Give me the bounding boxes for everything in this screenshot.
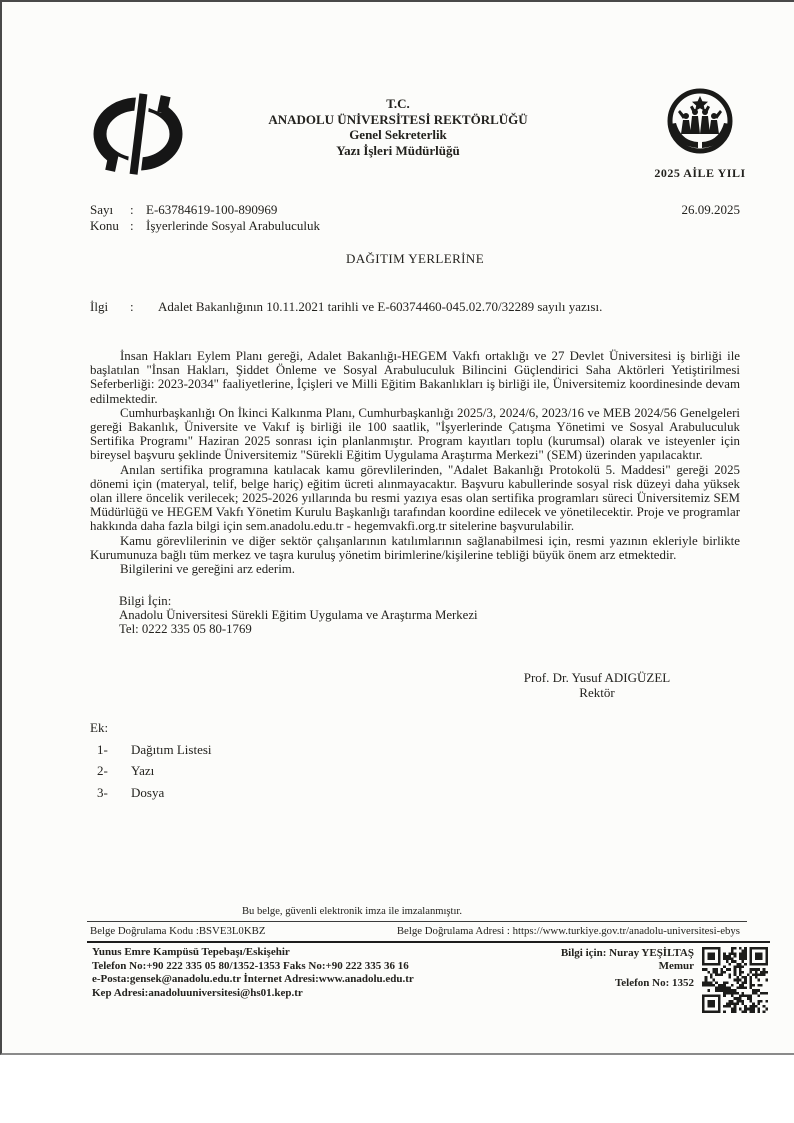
family-year-emblem-icon bbox=[650, 86, 750, 160]
verification-code: Belge Doğrulama Kodu :BSVE3L0KBZ bbox=[90, 925, 266, 937]
footer-address-line: e-Posta:gensek@anadolu.edu.tr İnternet Adresi:www.anadolu.edu.tr bbox=[92, 973, 414, 985]
reference-text: Adalet Bakanlığının 10.11.2021 tarihli ve E-60374460-045.02.70/32289 sayılı yazısı. bbox=[158, 299, 603, 314]
signer-title: Rektör bbox=[579, 685, 615, 700]
info-for-title: Bilgi İçin: bbox=[119, 594, 172, 608]
footer-address-block bbox=[92, 946, 414, 1000]
footer-contact-title: Memur bbox=[658, 960, 694, 972]
letterhead-office: Yazı İşleri Müdürlüğü bbox=[336, 142, 460, 158]
qr-code bbox=[702, 947, 768, 1013]
attachment-number: 3- bbox=[97, 784, 108, 800]
document-meta bbox=[90, 202, 740, 234]
qr-code-graphic bbox=[702, 947, 768, 1013]
konu-label: Konu bbox=[90, 218, 119, 233]
body-paragraph: Anılan sertifika programına katılacak kamu görevlilerinden, "Adalet Bakanlığı Protokolü 5. Maddesi" gereği 2025 dönemi için (materyal, telif, belge hariç) eğitim ücreti alınmayacaktır. Başvuru kabullerinde sosyal risk düzeyi daha yüksek olan illere öncelik verilecek; 2025-2026 yıllarında bu resmi yazıya esas olan sertifika programları süreci Üniversitemiz SEM Müdürlüğü ve HEGEM Vakfı Yönetim Kurulu Başkanlığı tarafından koordine edilecek ve yönetilecektir. Proje ve programlar hakkında daha fazla bilgi için sem.anadolu.edu.tr - hegemvakfi.org.tr sitelerine başvurulabilir. bbox=[90, 462, 740, 534]
sayi-label: Sayı bbox=[90, 202, 114, 217]
letterhead-org: ANADOLU ÜNİVERSİTESİ REKTÖRLÜĞÜ bbox=[268, 111, 528, 127]
body-paragraph: İnsan Hakları Eylem Planı gereği, Adalet Bakanlığı-HEGEM Vakfı ortaklığı ve 27 Devlet Üniversitesi iş birliği ile başlatılan "İnsan Hakları, Şiddet Önleme ve Sosyal Arabuluculuk Bilincini Güçlendirici Saha Aktörleri Yetiştirilmesi Seferberliği: 2023-2034" faaliyetlerine, İçişleri ve Milli Eğitim Bakanlıkları iş birliği ile, Üniversitemiz koordinesinde devam edilmektedir. bbox=[90, 349, 740, 406]
recipient-line: DAĞITIM YERLERİNE bbox=[345, 251, 485, 266]
letterhead-tc: T.C. bbox=[386, 96, 410, 111]
family-year-emblem bbox=[635, 86, 765, 181]
info-for-phone: Tel: 0222 335 05 80-1769 bbox=[119, 622, 252, 636]
attachment-number: 1- bbox=[97, 741, 108, 757]
reference-colon: : bbox=[130, 299, 134, 314]
verification-address: Belge Doğrulama Adresi : https://www.turkiye.gov.tr/anadolu-universitesi-ebys bbox=[396, 925, 740, 937]
signature-block bbox=[452, 670, 742, 700]
signer-name: Prof. Dr. Yusuf ADIGÜZEL bbox=[523, 670, 671, 685]
footer-contact-person: Bilgi için: Nuray YEŞİLTAŞ bbox=[560, 947, 694, 959]
body-paragraph: Cumhurbaşkanlığı On İkinci Kalkınma Planı, Cumhurbaşkanlığı 2025/3, 2024/6, 2023/16 ve MEB 2024/56 Genelgeleri gereği Bakanlık, Üniversite ve Vakıf iş birliği ile 100 saatlik, "İşyerlerinde Çatışma Yönetimi ve Sosyal Arabuluculuk Sertifika Programı" Haziran 2025 sonrası için planlanmıştır. Program kayıtları toplu (kurumsal) olarak ve isteyenler için bireysel başvuru şeklinde Üniversitemiz "Sürekli Eğitim Uygulama Araştırma Merkezi" (SEM) üzerinden yapılacaktır. bbox=[90, 405, 740, 463]
info-for-block bbox=[119, 594, 478, 636]
sayi-colon: : bbox=[130, 202, 134, 217]
attachment-number: 2- bbox=[97, 763, 108, 778]
closing-line: Bilgilerini ve gereğini arz ederim. bbox=[120, 562, 296, 577]
letterhead-dept: Genel Sekreterlik bbox=[349, 127, 447, 142]
footer-contact-block bbox=[432, 947, 694, 990]
attachment-text: Yazı bbox=[131, 763, 155, 778]
konu-colon: : bbox=[130, 218, 134, 233]
attachment-item bbox=[90, 762, 212, 779]
footer-address-line: Yunus Emre Kampüsü Tepebaşı/Eskişehir bbox=[92, 946, 290, 958]
footer-contact-phone: Telefon No: 1352 bbox=[614, 977, 694, 989]
footer-address-line: Telefon No:+90 222 335 05 80/1352-1353 Faks No:+90 222 335 36 16 bbox=[92, 959, 409, 972]
attachments-block bbox=[90, 720, 212, 801]
konu-value: İşyerlerinde Sosyal Arabuluculuk bbox=[146, 218, 321, 233]
document-date: 26.09.2025 bbox=[681, 202, 740, 217]
attachment-text: Dağıtım Listesi bbox=[131, 741, 212, 757]
footer-divider-thin bbox=[87, 921, 747, 922]
attachment-item bbox=[90, 741, 212, 758]
sayi-row bbox=[90, 202, 740, 218]
footer-divider-bold bbox=[87, 941, 770, 943]
family-year-caption: 2025 AİLE YILI bbox=[654, 166, 746, 180]
body-paragraph: Kamu görevlilerinin ve diğer sektör çalışanlarının katılımlarının sağlanabilmesi için, resmi yazının ekleriyle birlikte Kurumunuza bağlı tüm merkez ve taşra kuruluş yönetim birimlerine/kişilerine tebliği büyük önem arz etmektedir. bbox=[90, 533, 740, 562]
reference-label: İlgi bbox=[90, 299, 109, 314]
konu-row bbox=[90, 218, 740, 234]
info-for-center: Anadolu Üniversitesi Sürekli Eğitim Uygulama ve Araştırma Merkezi bbox=[119, 608, 478, 622]
esign-note: Bu belge, güvenli elektronik imza ile imzalanmıştır. bbox=[241, 906, 463, 917]
reference-row bbox=[90, 299, 740, 315]
letter-body bbox=[90, 349, 740, 576]
verification-row bbox=[90, 925, 740, 937]
footer-address-line: Kep Adresi:anadoluuniversitesi@hs01.kep.tr bbox=[92, 986, 303, 999]
sayi-value: E-63784619-100-890969 bbox=[146, 202, 278, 217]
attachment-text: Dosya bbox=[131, 784, 165, 800]
attachments-label: Ek: bbox=[90, 720, 109, 735]
attachment-item bbox=[90, 784, 212, 801]
